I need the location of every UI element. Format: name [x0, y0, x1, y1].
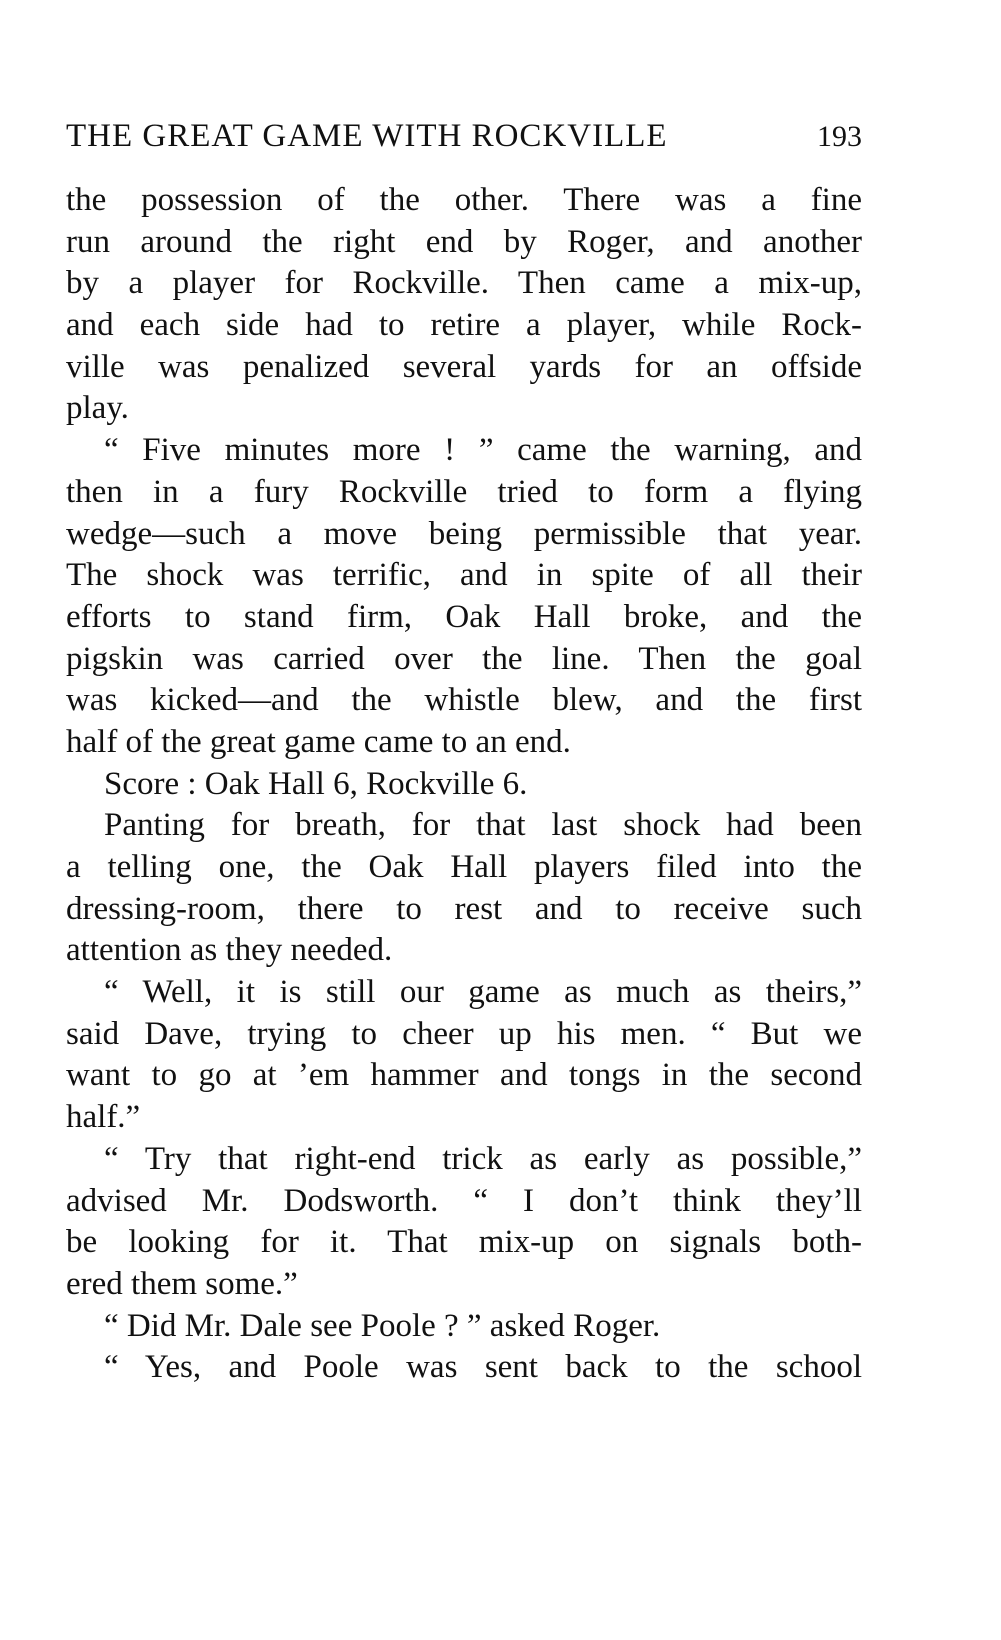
text-line: and each side had to retire a player, while Rock-: [66, 307, 862, 344]
text-line: Score : Oak Hall 6, Rockville 6.: [104, 765, 528, 802]
running-header: [66, 118, 862, 162]
text-line: ered them some.”: [66, 1265, 298, 1302]
text-line: said Dave, trying to cheer up his men. “ But we: [66, 1015, 862, 1052]
page-number: 193: [817, 120, 862, 153]
text-line: the possession of the other. There was a fine: [66, 182, 862, 218]
text-line: “ Five minutes more ! ” came the warning, and: [104, 432, 862, 469]
text-line: “ Did Mr. Dale see Poole ? ” asked Roger.: [104, 1307, 661, 1344]
text-line: play.: [66, 390, 129, 427]
text-line: pigskin was carried over the line. Then the goal: [66, 640, 862, 677]
text-line: by a player for Rockville. Then came a mix-up,: [66, 265, 862, 302]
text-line: Panting for breath, for that last shock had been: [104, 807, 862, 844]
text-line: half of the great game came to an end.: [66, 723, 571, 760]
text-line: ville was penalized several yards for an offside: [66, 348, 862, 385]
text-line: then in a fury Rockville tried to form a flying: [66, 473, 862, 510]
text-line: was kicked—and the whistle blew, and the first: [66, 682, 862, 719]
text-line: “ Well, it is still our game as much as theirs,”: [104, 974, 862, 1011]
text-line: The shock was terrific, and in spite of all their: [66, 557, 862, 594]
text-line: a telling one, the Oak Hall players filed into the: [66, 849, 862, 885]
body-text: [66, 180, 862, 1389]
text-line: “ Try that right-end trick as early as possible,”: [104, 1140, 862, 1177]
text-line: wedge—such a move being permissible that year.: [66, 515, 862, 552]
text-line: “ Yes, and Poole was sent back to the school: [104, 1349, 862, 1386]
text-line: efforts to stand firm, Oak Hall broke, and the: [66, 598, 862, 635]
text-line: dressing-room, there to rest and to receive such: [66, 890, 862, 927]
text-line: run around the right end by Roger, and another: [66, 223, 862, 260]
running-title: THE GREAT GAME WITH ROCKVILLE: [66, 118, 668, 154]
text-line: want to go at ’em hammer and tongs in the second: [66, 1057, 862, 1094]
text-line: attention as they needed.: [66, 932, 393, 969]
text-line: be looking for it. That mix-up on signals both-: [66, 1224, 862, 1261]
text-line: advised Mr. Dodsworth. “ I don’t think they’ll: [66, 1182, 862, 1219]
text-line: half.”: [66, 1099, 141, 1136]
